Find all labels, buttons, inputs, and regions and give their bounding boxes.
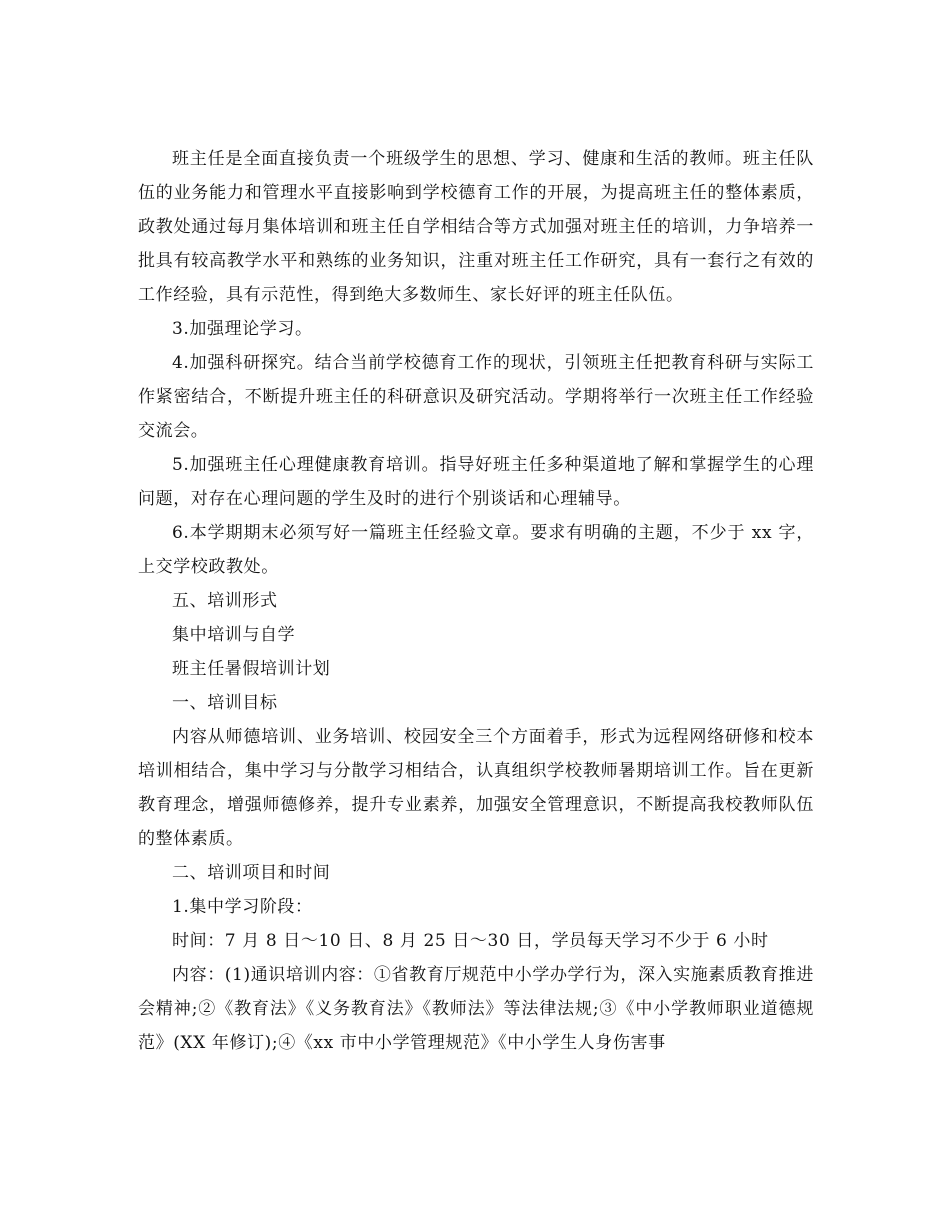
section-heading-training-form: 五、培训形式: [172, 591, 278, 611]
document-title-summer-plan: 班主任暑假培训计划: [172, 659, 331, 679]
paragraph-training-goal: 内容从师德培训、业务培训、校园安全三个方面着手，形式为远程网络研修和校本培训相结合，集中学习与分散学习相结合，认真组织学校教师暑期培训工作。旨在更新教育理念，增强师德修养，提升专业素养，加强安全管理意识，不断提高我校教师队伍的整体素质。: [138, 727, 814, 849]
paragraph-training-form: 集中培训与自学: [172, 625, 296, 645]
paragraph-item-4: 4.加强科研探究。结合当前学校德育工作的现状，引领班主任把教育科研与实际工作紧密结合，不断提升班主任的科研意识及研究活动。学期将举行一次班主任工作经验交流会。: [138, 353, 814, 441]
paragraph-time: 时间：7 月 8 日～10 日、8 月 25 日～30 日，学员每天学习不少于 6 小时: [172, 931, 769, 951]
paragraph-item-6: 6.本学期期末必须写好一篇班主任经验文章。要求有明确的主题，不少于 xx 字，上交学校政教处。: [138, 523, 814, 577]
section-heading-training-goal: 一、培训目标: [172, 693, 278, 713]
paragraph-centralized-stage: 1.集中学习阶段：: [172, 897, 313, 917]
document-body: [138, 142, 814, 1060]
paragraph-item-5: 5.加强班主任心理健康教育培训。指导好班主任多种渠道地了解和掌握学生的心理问题，对存在心理问题的学生及时的进行个别谈话和心理辅导。: [138, 455, 814, 509]
paragraph-class-teacher-intro: 班主任是全面直接负责一个班级学生的思想、学习、健康和生活的教师。班主任队伍的业务能力和管理水平直接影响到学校德育工作的开展，为提高班主任的整体素质，政教处通过每月集体培训和班主任自学相结合等方式加强对班主任的培训，力争培养一批具有较高教学水平和熟练的业务知识，注重对班主任工作研究，具有一套行之有效的工作经验，具有示范性，得到绝大多数师生、家长好评的班主任队伍。: [138, 149, 814, 305]
section-heading-projects-time: 二、培训项目和时间: [172, 863, 331, 883]
paragraph-item-3: 3.加强理论学习。: [172, 319, 313, 339]
paragraph-content: 内容：(1)通识培训内容：①省教育厅规范中小学办学行为，深入实施素质教育推进会精神;②《教育法》《义务教育法》《教师法》等法律法规;③《中小学教师职业道德规范》(XX 年修订);④《xx 市中小学管理规范》《中小学生人身伤害事: [138, 965, 814, 1053]
